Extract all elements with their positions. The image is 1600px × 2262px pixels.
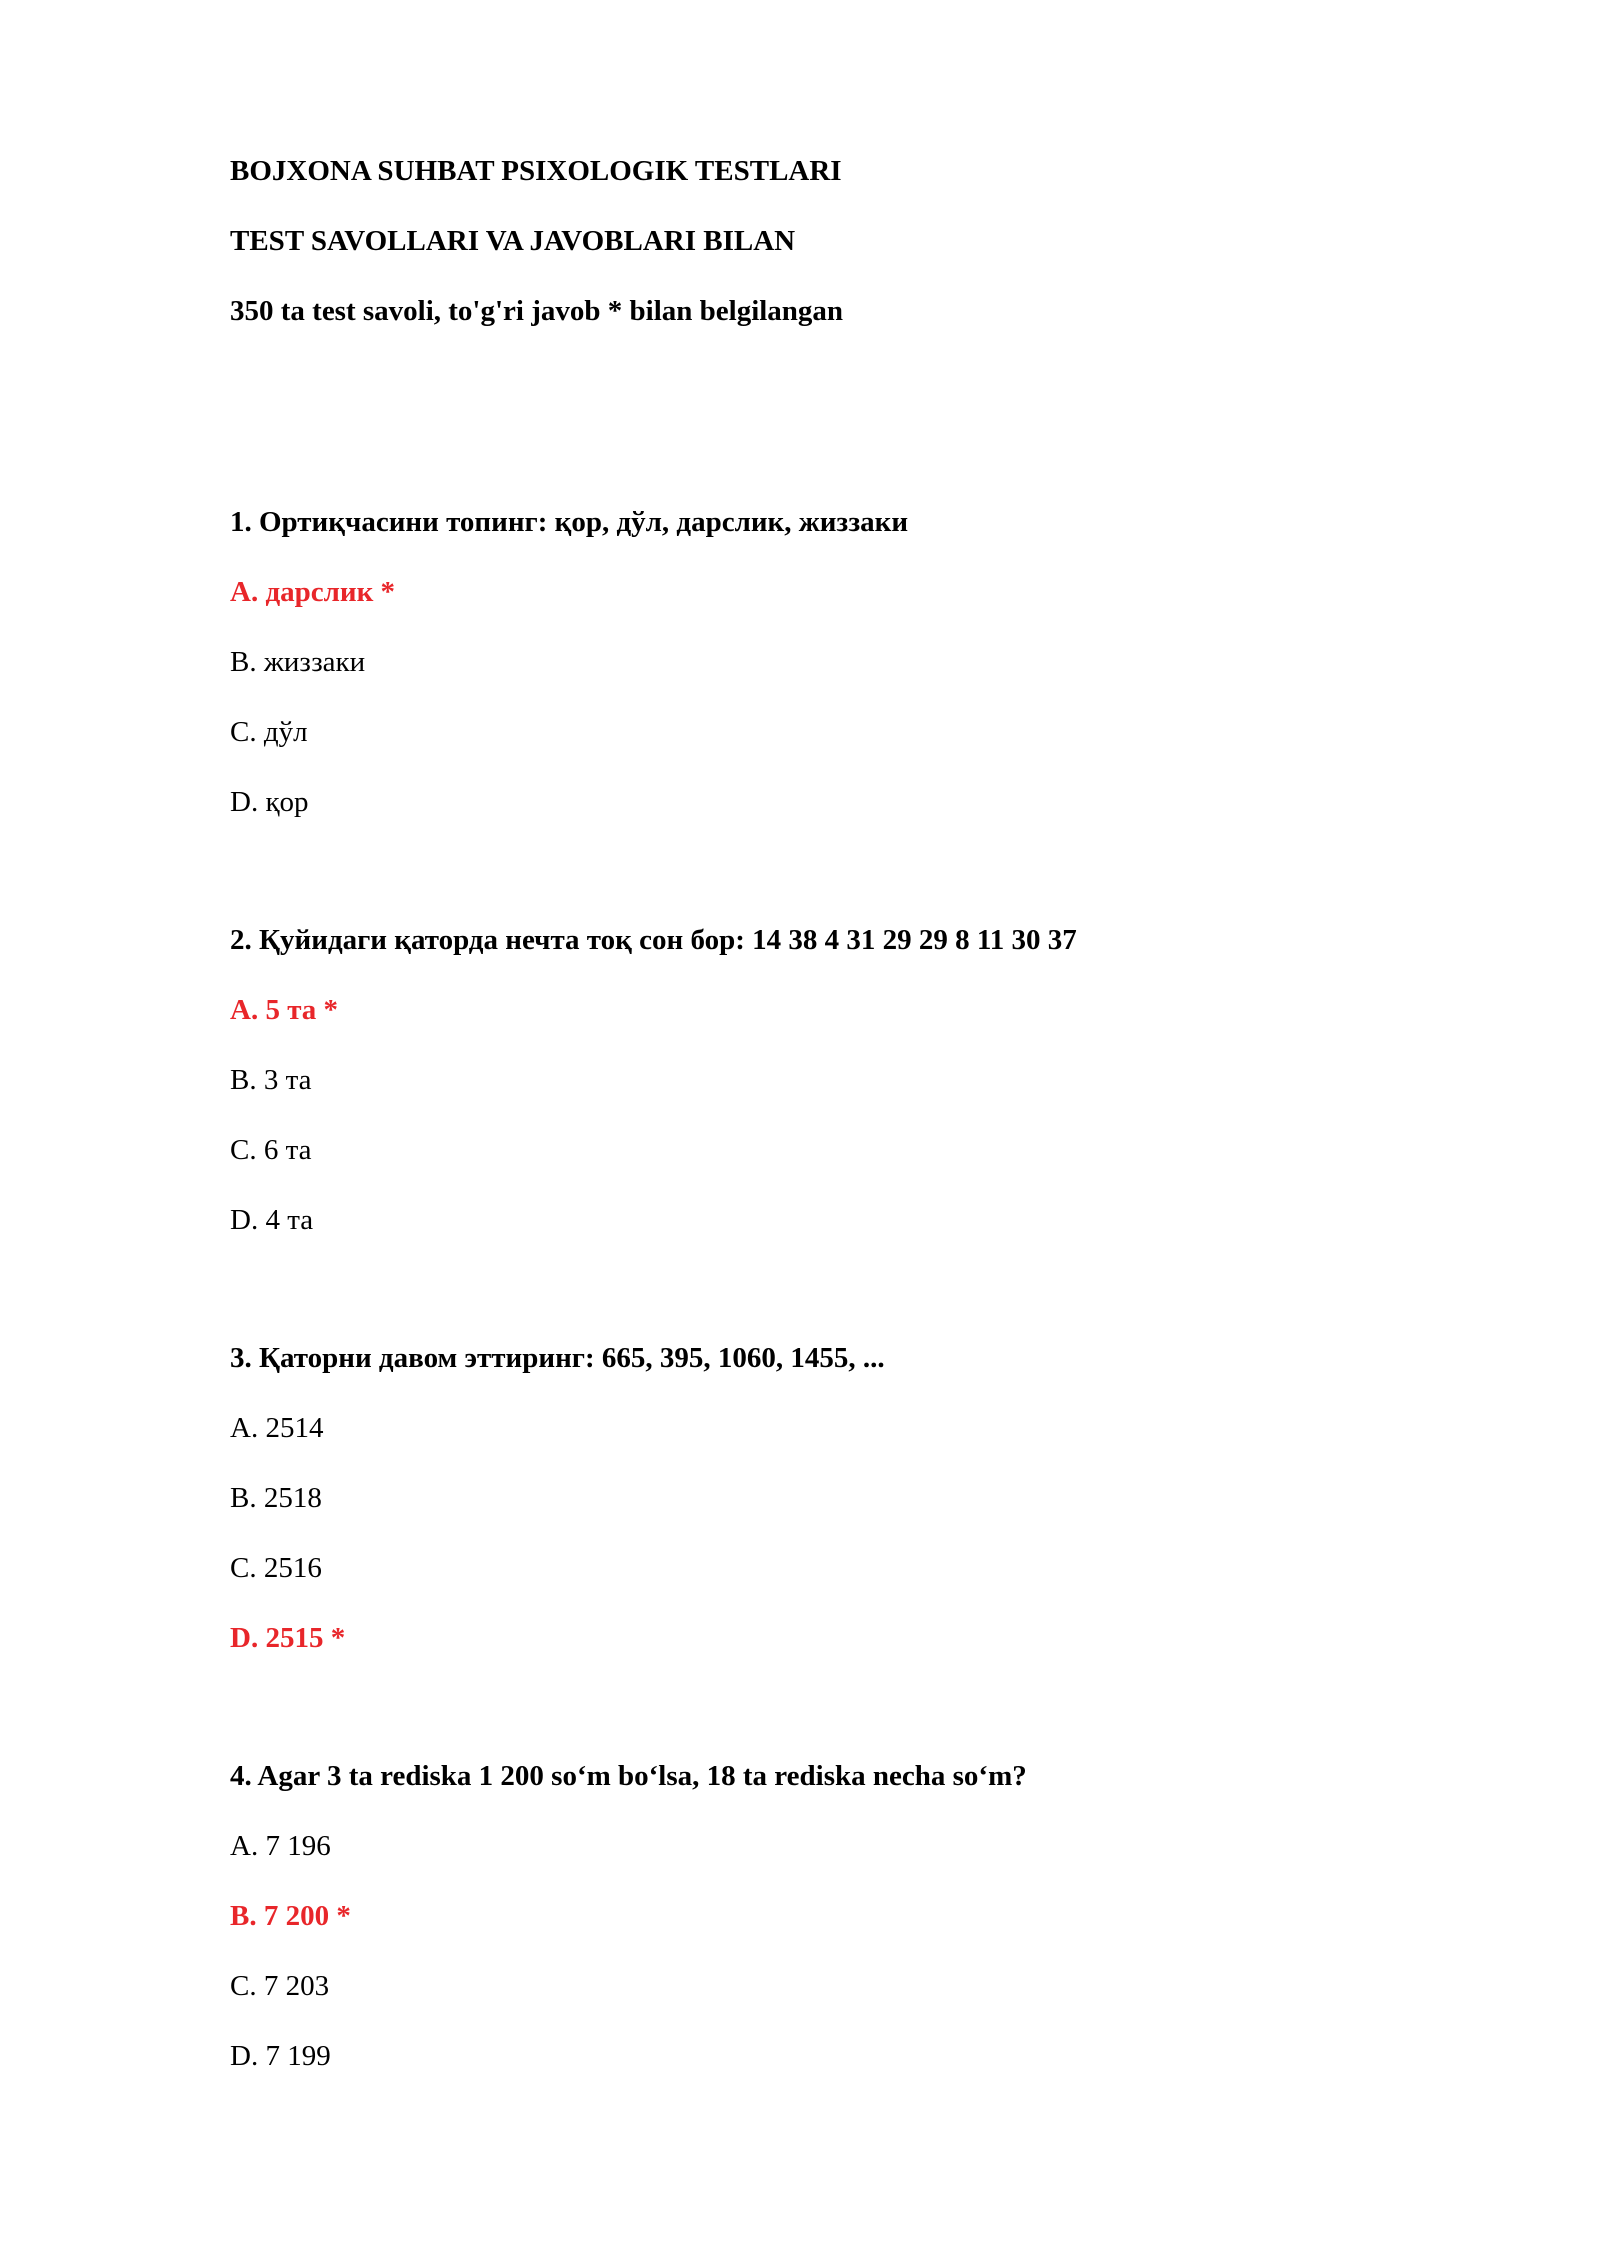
document-title-line-1: BOJXONA SUHBAT PSIXOLOGIK TESTLARI [230, 155, 842, 187]
answer-option: C. 6 та [230, 1134, 312, 1166]
document-subtitle: 350 ta test savoli, to'g'ri javob * bilan belgilangan [230, 295, 844, 327]
answer-option: C. дўл [230, 716, 308, 748]
answer-option: D. қор [230, 786, 309, 818]
answer-option-correct: B. 7 200 * [230, 1900, 351, 1932]
answer-option: C. 7 203 [230, 1970, 330, 2002]
answer-option: B. 2518 [230, 1482, 322, 1514]
question-text: 3. Қаторни давом эттиринг: 665, 395, 1060, 1455, ... [230, 1342, 885, 1374]
answer-option: D. 4 та [230, 1204, 314, 1236]
answer-option: B. жиззаки [230, 646, 366, 678]
question-text: 2. Қуйидаги қаторда нечта тоқ сон бор: 14 38 4 31 29 29 8 11 30 37 [230, 924, 1077, 956]
answer-option: D. 7 199 [230, 2040, 331, 2072]
answer-option-correct: A. дарслик * [230, 576, 396, 608]
answer-option: A. 2514 [230, 1412, 324, 1444]
answer-option: C. 2516 [230, 1552, 322, 1584]
answer-option-correct: D. 2515 * [230, 1622, 346, 1654]
document-title-line-2: TEST SAVOLLARI VA JAVOBLARI BILAN [230, 225, 796, 257]
answer-option-correct: A. 5 та * [230, 994, 339, 1026]
question-text: 4. Agar 3 ta rediska 1 200 so‘m bo‘lsa, 18 ta rediska necha so‘m? [230, 1760, 1027, 1792]
question-text: 1. Ортиқчасини топинг: қор, дўл, дарслик, жиззаки [230, 506, 909, 538]
answer-option: B. 3 та [230, 1064, 312, 1096]
answer-option: A. 7 196 [230, 1830, 331, 1862]
